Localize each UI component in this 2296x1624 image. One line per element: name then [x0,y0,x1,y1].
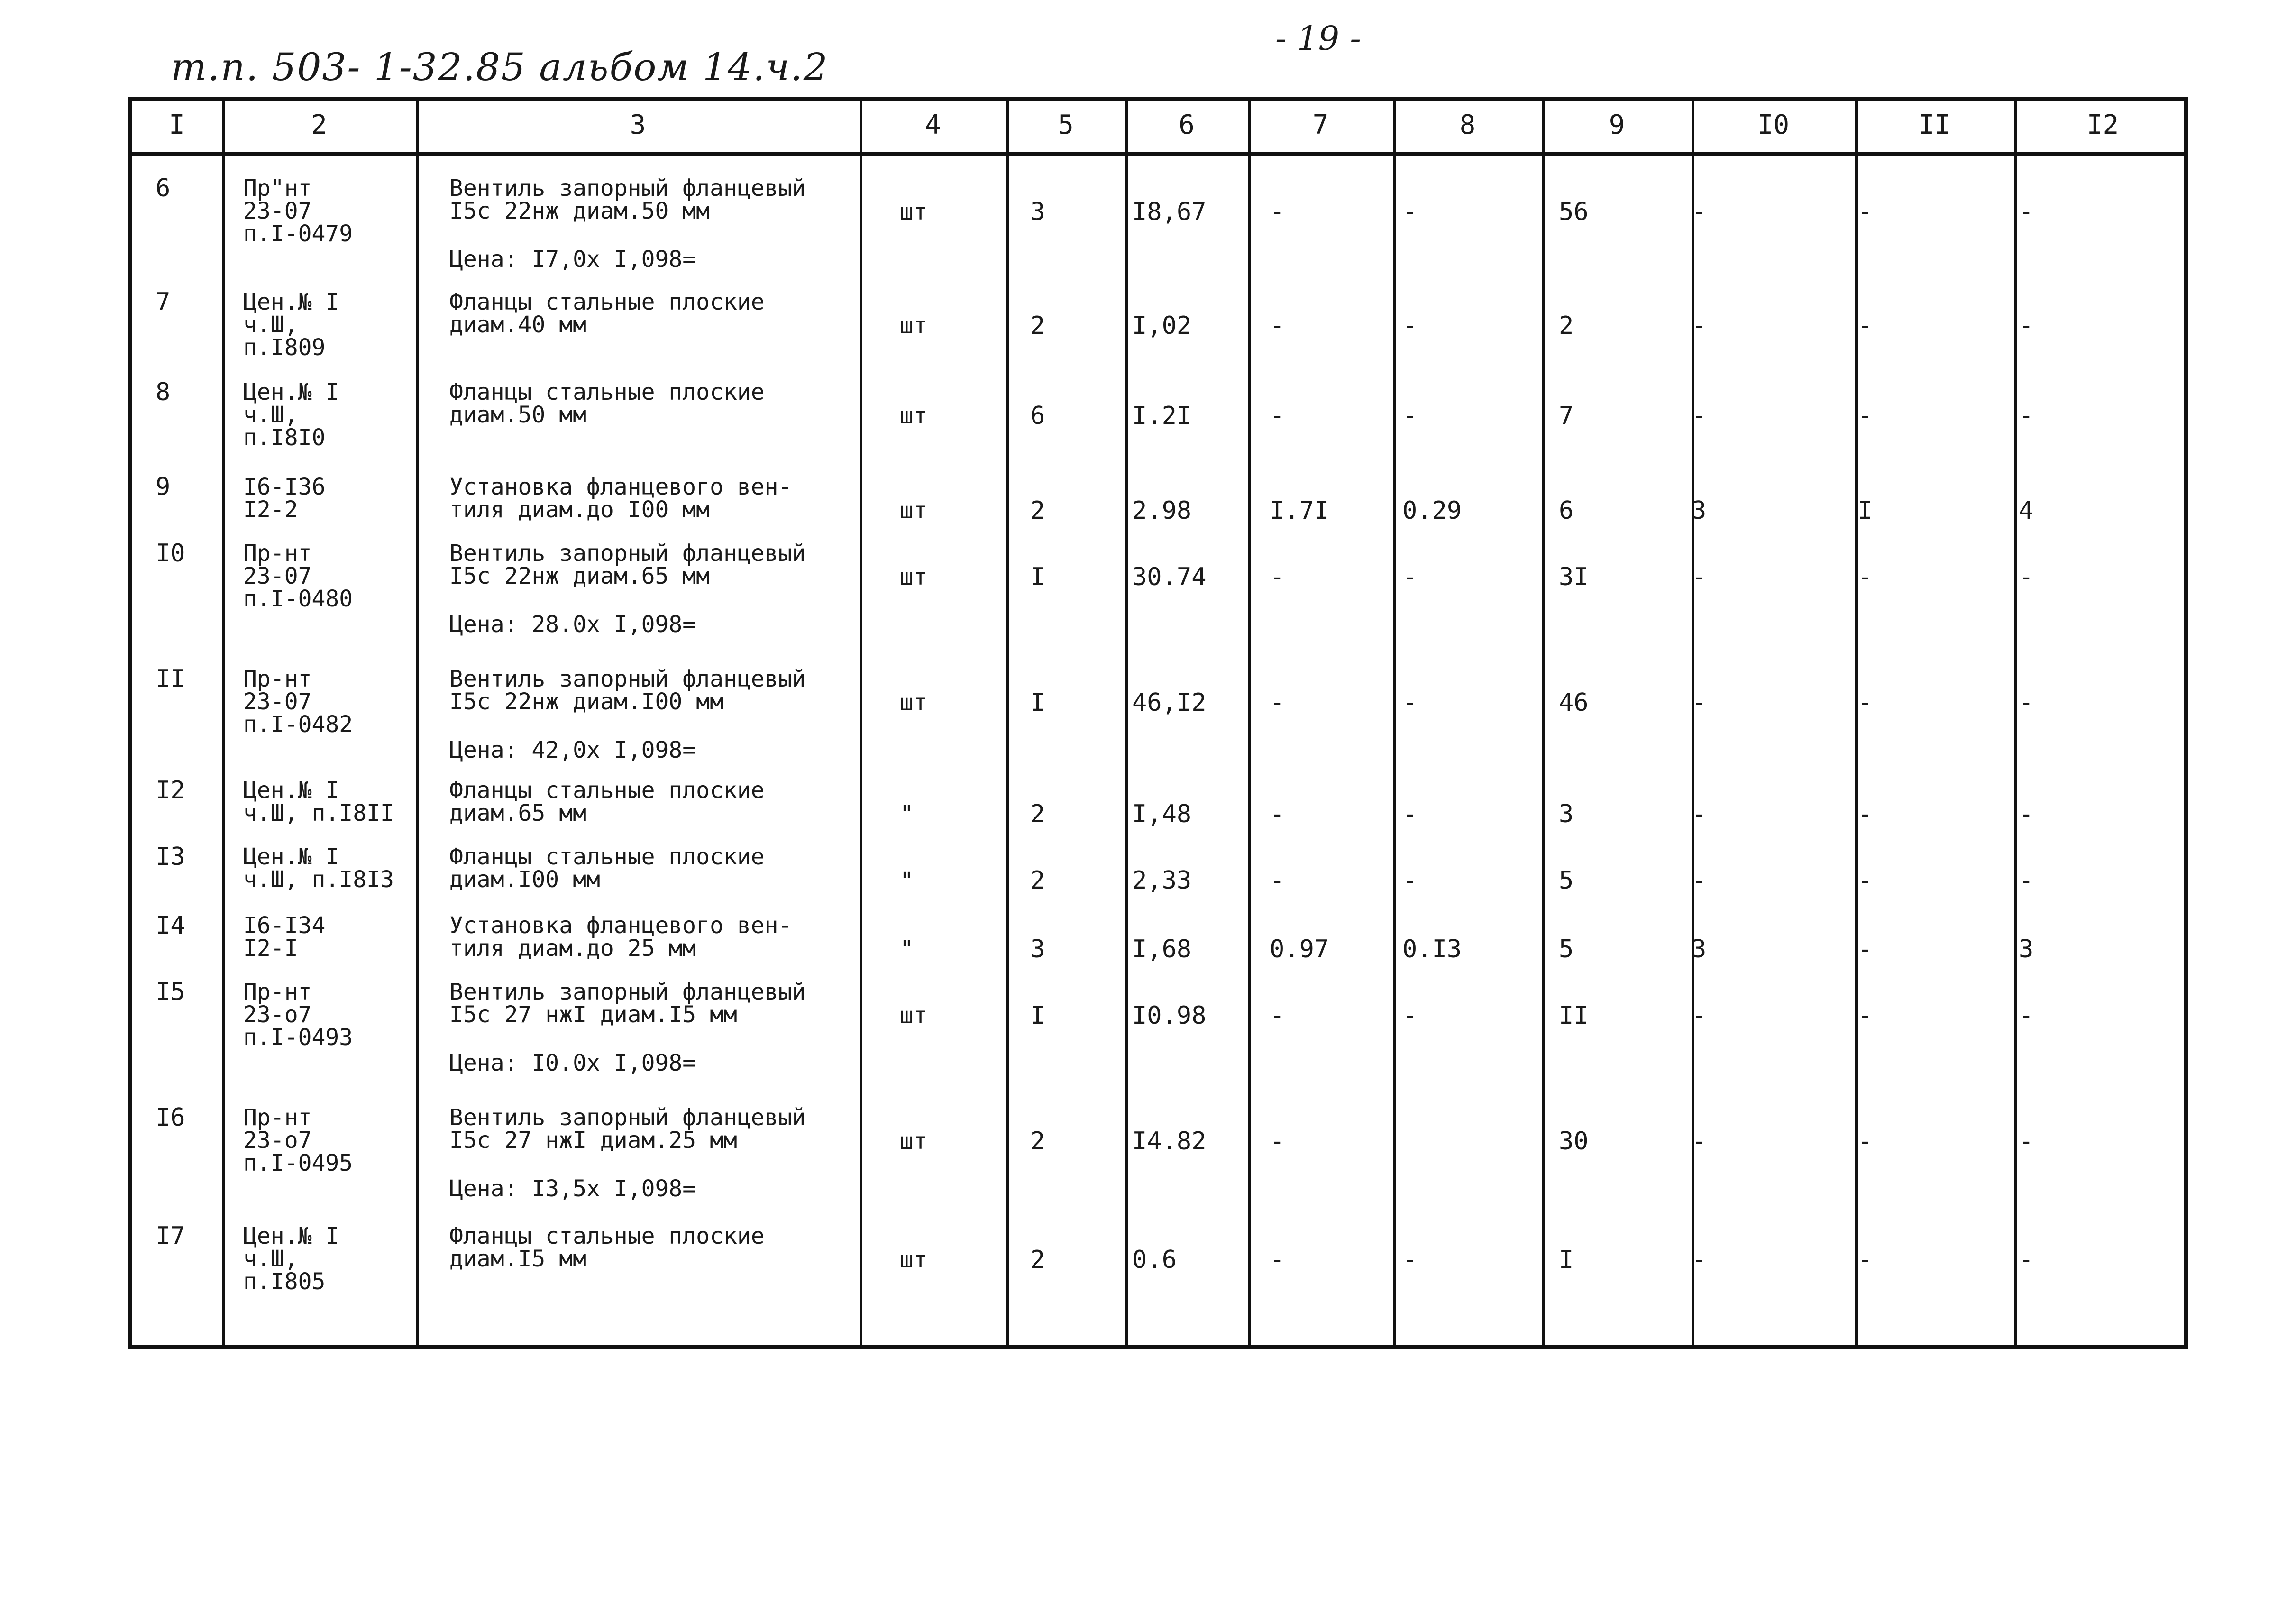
price-formula: Цена: I0.0х I,098= [449,1050,696,1076]
row-number: 8 [156,378,171,406]
value-col7: - [1270,402,1285,430]
value-col7: - [1270,563,1285,591]
row-number: 6 [156,174,171,202]
quantity: 2 [1030,312,1045,340]
value-col12: - [2019,198,2034,226]
price-reference: Цен.№ I ч.Ш, п.I8II [243,777,394,826]
unit-cost: I,02 [1132,312,1192,340]
value-col10: - [1692,1246,1707,1274]
price-reference: Цен.№ I ч.Ш, п.I8I0 [243,379,339,451]
unit-cost: 30.74 [1132,563,1207,591]
item-description: Установка фланцевого вен- тиля диам.до 25 мм [449,912,792,962]
price-reference: Цен.№ I ч.Ш, п.I809 [243,289,339,361]
value-col12: - [2019,1001,2034,1030]
quantity: 6 [1030,402,1045,430]
value-col7: - [1270,1246,1285,1274]
price-formula: Цена: 28.0х I,098= [449,611,696,638]
item-description: Фланцы стальные плоские диам.I5 мм [449,1223,765,1272]
value-col12: - [2019,1127,2034,1156]
row-number: I4 [156,911,185,940]
unit: " [900,867,914,894]
total-cost: 3 [1559,800,1574,828]
value-col10: - [1692,1127,1707,1156]
unit: шт [900,497,927,524]
column-divider [2014,101,2017,1345]
price-formula: Цена: I7,0х I,098= [449,246,696,273]
total-cost: 56 [1559,198,1589,226]
value-col11: - [1857,935,1873,963]
column-header: 5 [1058,110,1074,140]
value-col7: - [1270,800,1285,828]
price-reference: Пр-нт 23-07 п.I-0482 [243,666,353,738]
value-col8: - [1402,198,1418,226]
unit-cost: I8,67 [1132,198,1207,226]
quantity: 3 [1030,198,1045,226]
quantity: I [1030,563,1045,591]
value-col12: - [2019,1246,2034,1274]
value-col7: 0.97 [1270,935,1329,963]
total-cost: 5 [1559,866,1574,895]
value-col8: - [1402,312,1418,340]
row-number: I6 [156,1103,185,1132]
value-col12: - [2019,312,2034,340]
value-col8: - [1402,1246,1418,1274]
total-cost: 3I [1559,563,1589,591]
value-col8: - [1402,563,1418,591]
item-description: Установка фланцевого вен- тиля диам.до I00 мм [449,474,792,523]
document-code: т.п. 503- 1-32.85 альбом 14.ч.2 [171,45,829,89]
value-col7: - [1270,1001,1285,1030]
value-col12: - [2019,402,2034,430]
unit: шт [900,1247,927,1273]
column-header: I [169,110,185,140]
value-col11: - [1857,688,1873,717]
quantity: 2 [1030,1246,1045,1274]
item-description: Вентиль запорный фланцевый I5с 27 нжI диам.I5 мм [449,979,806,1028]
row-number: II [156,665,185,693]
unit: шт [900,312,927,339]
value-col7: - [1270,1127,1285,1156]
value-col11: - [1857,800,1873,828]
row-number: 9 [156,473,171,501]
price-reference: Пр"нт 23-07 п.I-0479 [243,175,353,247]
total-cost: 5 [1559,935,1574,963]
row-number: I3 [156,843,185,871]
value-col11: - [1857,1001,1873,1030]
value-col8: 0.29 [1402,496,1462,525]
price-formula: Цена: I3,5х I,098= [449,1175,696,1202]
value-col10: - [1692,1001,1707,1030]
value-col12: - [2019,563,2034,591]
value-col12: 4 [2019,496,2034,525]
column-header: 6 [1179,110,1195,140]
page-number: - 19 - [1275,19,1361,58]
unit: шт [900,199,927,225]
column-divider [1393,101,1396,1345]
value-col7: - [1270,688,1285,717]
unit: шт [900,403,927,429]
value-col11: - [1857,1246,1873,1274]
specification-table [128,97,2188,1349]
column-divider [1006,101,1009,1345]
row-number: I5 [156,978,185,1006]
column-header: 2 [311,110,327,140]
unit: шт [900,1128,927,1155]
value-col7: - [1270,866,1285,895]
column-divider [1248,101,1251,1345]
value-col11: - [1857,563,1873,591]
value-col10: 3 [1692,935,1707,963]
unit: шт [900,1002,927,1029]
value-col12: - [2019,688,2034,717]
item-description: Фланцы стальные плоские диам.I00 мм [449,844,765,893]
quantity: I [1030,688,1045,717]
quantity: 2 [1030,800,1045,828]
value-col11: - [1857,1127,1873,1156]
price-reference: Цен.№ I ч.Ш, п.I805 [243,1223,339,1295]
value-col8: - [1402,866,1418,895]
value-col10: - [1692,563,1707,591]
value-col10: - [1692,402,1707,430]
column-divider [1855,101,1858,1345]
total-cost: I [1559,1246,1574,1274]
unit-cost: I0.98 [1132,1001,1207,1030]
column-header: I0 [1757,110,1790,140]
value-col7: I.7I [1270,496,1329,525]
value-col8: - [1402,688,1418,717]
value-col10: 3 [1692,496,1707,525]
column-header: 8 [1459,110,1476,140]
column-header: 7 [1312,110,1329,140]
quantity: I [1030,1001,1045,1030]
item-description: Вентиль запорный фланцевый I5с 27 нжI диам.25 мм [449,1104,806,1154]
unit: " [900,801,914,827]
column-header: 4 [925,110,941,140]
total-cost: 30 [1559,1127,1589,1156]
value-col10: - [1692,198,1707,226]
row-number: 7 [156,288,171,316]
quantity: 2 [1030,866,1045,895]
value-col11: I [1857,496,1873,525]
unit: шт [900,564,927,590]
row-number: I0 [156,539,185,568]
item-description: Вентиль запорный фланцевый I5с 22нж диам.65 мм [449,540,806,589]
item-description: Фланцы стальные плоские диам.40 мм [449,289,765,338]
column-divider [416,101,419,1345]
row-number: I2 [156,776,185,805]
value-col12: - [2019,800,2034,828]
column-divider [1692,101,1694,1345]
item-description: Фланцы стальные плоские диам.65 мм [449,777,765,826]
column-header: I2 [2086,110,2119,140]
price-formula: Цена: 42,0х I,098= [449,737,696,763]
column-divider [860,101,862,1345]
value-col11: - [1857,866,1873,895]
price-reference: Пр-нт 23-о7 п.I-0495 [243,1104,353,1176]
total-cost: 2 [1559,312,1574,340]
quantity: 2 [1030,496,1045,525]
column-header: II [1918,110,1951,140]
unit-cost: I.2I [1132,402,1192,430]
value-col7: - [1270,198,1285,226]
value-col8: - [1402,402,1418,430]
unit-cost: 2,33 [1132,866,1192,895]
unit-cost: I,48 [1132,800,1192,828]
unit: " [900,936,914,963]
total-cost: II [1559,1001,1589,1030]
unit-cost: 46,I2 [1132,688,1207,717]
column-divider [1542,101,1545,1345]
unit: шт [900,689,927,716]
value-col12: - [2019,866,2034,895]
column-divider [1125,101,1128,1345]
value-col10: - [1692,800,1707,828]
price-reference: Пр-нт 23-о7 п.I-0493 [243,979,353,1051]
total-cost: 7 [1559,402,1574,430]
item-description: Вентиль запорный фланцевый I5с 22нж диам.50 мм [449,175,806,224]
row-number: I7 [156,1222,185,1250]
unit-cost: 2.98 [1132,496,1192,525]
quantity: 3 [1030,935,1045,963]
value-col8: - [1402,1001,1418,1030]
value-col10: - [1692,312,1707,340]
quantity: 2 [1030,1127,1045,1156]
value-col8: - [1402,800,1418,828]
price-reference: Пр-нт 23-07 п.I-0480 [243,540,353,612]
unit-cost: I4.82 [1132,1127,1207,1156]
column-header: 9 [1609,110,1625,140]
item-description: Фланцы стальные плоские диам.50 мм [449,379,765,428]
unit-cost: I,68 [1132,935,1192,963]
value-col10: - [1692,866,1707,895]
header-divider [132,152,2184,156]
price-reference: I6-I34 I2-I [243,912,326,962]
price-reference: I6-I36 I2-2 [243,474,326,523]
column-divider [222,101,225,1345]
price-reference: Цен.№ I ч.Ш, п.I8I3 [243,844,394,893]
item-description: Вентиль запорный фланцевый I5с 22нж диам.I00 мм [449,666,806,715]
value-col12: 3 [2019,935,2034,963]
total-cost: 46 [1559,688,1589,717]
value-col11: - [1857,198,1873,226]
value-col11: - [1857,312,1873,340]
value-col7: - [1270,312,1285,340]
value-col11: - [1857,402,1873,430]
unit-cost: 0.6 [1132,1246,1177,1274]
value-col10: - [1692,688,1707,717]
column-header: 3 [630,110,646,140]
value-col8: 0.I3 [1402,935,1462,963]
total-cost: 6 [1559,496,1574,525]
